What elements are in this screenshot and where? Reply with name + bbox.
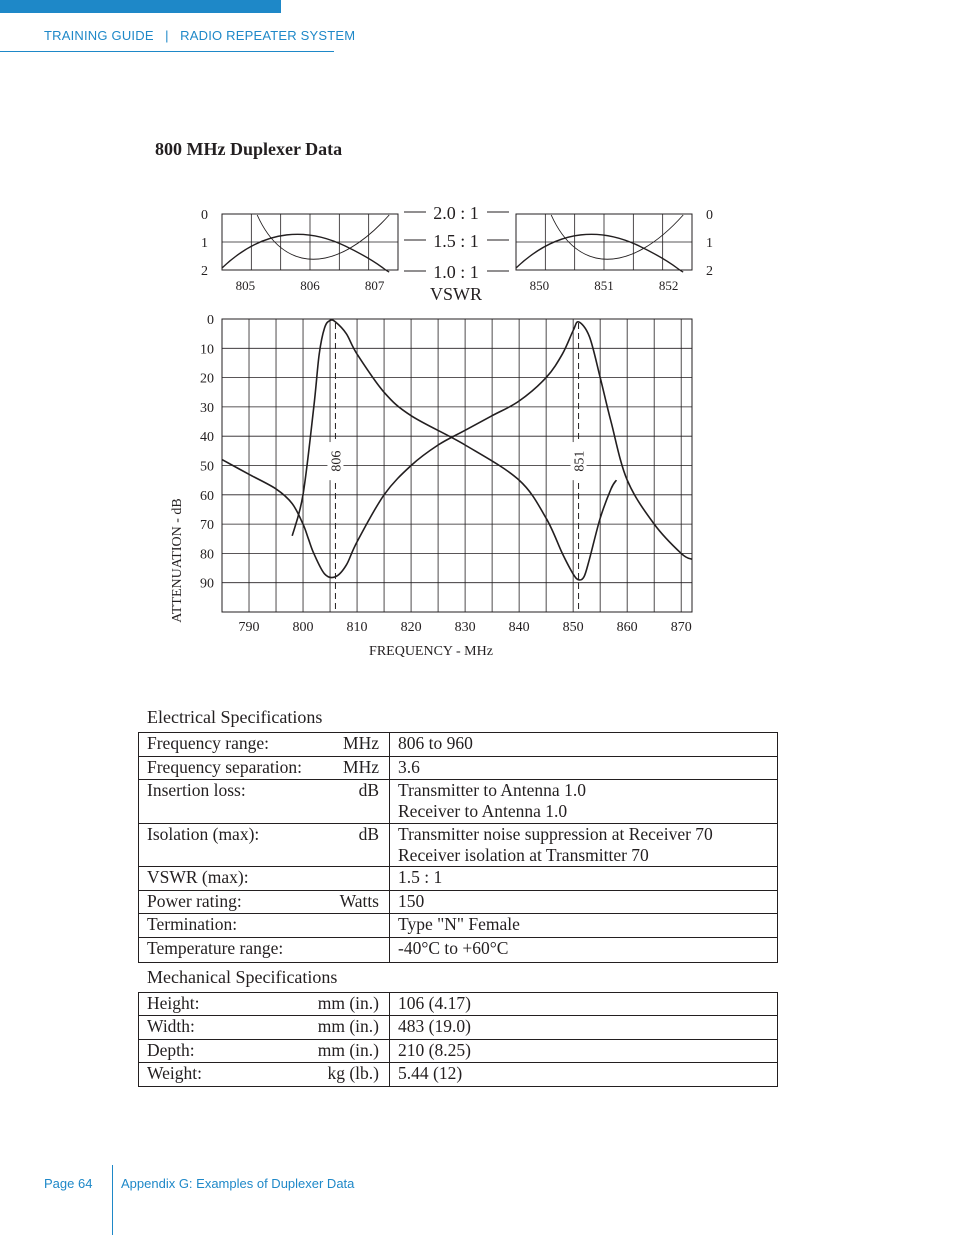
spec-label-cell (139, 938, 390, 963)
spec-value: Transmitter noise suppression at Receiver 70 (398, 824, 713, 844)
mechanical-row (139, 1040, 778, 1063)
vswr-left-x-label: 807 (364, 278, 385, 293)
spec-value: 150 (398, 891, 425, 911)
vswr-axis-title: VSWR (429, 284, 483, 304)
spec-value-cell (390, 938, 778, 963)
spec-label-cell (139, 733, 390, 757)
attenuation-curves (222, 320, 692, 580)
spec-label-cell (139, 1016, 390, 1040)
frequency-marker-label: 851 (572, 450, 588, 472)
spec-unit: mm (in.) (317, 1040, 379, 1060)
spec-value: 806 to 960 (398, 733, 473, 753)
figure-title: 800 MHz Duplexer Data (155, 139, 343, 159)
spec-value: Receiver to Antenna 1.0 (398, 801, 568, 821)
x-tick-label: 820 (400, 620, 422, 635)
spec-value-cell (390, 780, 778, 824)
spec-label-cell (139, 993, 390, 1016)
vswr-left-tick: 2 (201, 264, 208, 279)
spec-value-cell (390, 757, 778, 780)
spec-unit: MHz (343, 733, 379, 753)
spec-unit: mm (in.) (317, 1016, 379, 1036)
y-tick-label: 90 (200, 576, 214, 592)
top-accent-bar (0, 0, 281, 13)
x-tick-label: 860 (616, 620, 638, 635)
attenuation-labels (170, 313, 692, 659)
mechanical-row (139, 993, 778, 1016)
footer-rule (112, 1165, 113, 1235)
electrical-row (139, 824, 778, 867)
spec-label: Frequency range: (147, 733, 269, 753)
spec-label: Power rating: (147, 891, 242, 911)
spec-value-cell (390, 993, 778, 1016)
spec-value: 5.44 (12) (398, 1063, 463, 1083)
spec-label-cell (139, 867, 390, 891)
vswr-left-x-label: 805 (235, 278, 256, 293)
spec-label: VSWR (max): (147, 867, 249, 887)
x-tick-label: 870 (670, 620, 692, 635)
spec-unit: MHz (343, 757, 379, 777)
electrical-row (139, 757, 778, 780)
vswr-right-vswr-curve (516, 234, 683, 272)
spec-value: 1.5 : 1 (398, 867, 443, 887)
vswr-right-x-label: 851 (594, 278, 614, 293)
spec-value: Receiver isolation at Transmitter 70 (398, 845, 649, 865)
spec-label-cell (139, 914, 390, 938)
mechanical-row (139, 1016, 778, 1040)
running-header: TRAINING GUIDE | RADIO REPEATER SYSTEM (44, 28, 356, 43)
vswr-left-x-label: 806 (300, 278, 320, 293)
duplexer-chart (150, 195, 713, 665)
mechanical-spec-table (138, 992, 778, 1087)
spec-value-cell (390, 1016, 778, 1040)
electrical-row (139, 867, 778, 891)
x-tick-label: 790 (238, 620, 260, 635)
electrical-section-title: Electrical Specifications (147, 707, 323, 727)
spec-label-cell (139, 824, 390, 867)
spec-label-cell (139, 891, 390, 914)
vswr-right-x-label: 850 (529, 278, 550, 293)
vswr-scale (404, 203, 509, 304)
spec-value: 106 (4.17) (398, 993, 471, 1013)
electrical-spec-table (138, 732, 778, 963)
x-tick-label: 840 (508, 620, 530, 635)
spec-label: Width: (147, 1016, 195, 1036)
spec-value: 483 (19.0) (398, 1016, 471, 1036)
page-number: Page 64 (44, 1176, 93, 1191)
x-tick-label: 850 (562, 620, 584, 635)
vswr-left-panel (201, 208, 398, 293)
y-tick-label: 20 (200, 371, 214, 387)
spec-value: Transmitter to Antenna 1.0 (398, 780, 586, 800)
vswr-right-tick: 2 (706, 264, 713, 279)
spec-unit: Watts (339, 891, 379, 911)
spec-value-cell (390, 1063, 778, 1087)
spec-label: Termination: (147, 914, 238, 934)
x-axis-title: FREQUENCY - MHz (369, 644, 493, 659)
spec-label-cell (139, 757, 390, 780)
spec-value: 210 (8.25) (398, 1040, 471, 1060)
spec-value-cell (390, 1040, 778, 1063)
vswr-right-tick: 0 (706, 208, 713, 223)
vswr-right-x-label: 852 (658, 278, 679, 293)
spec-label: Depth: (147, 1040, 195, 1060)
spec-unit: mm (in.) (317, 993, 379, 1013)
spec-unit: dB (358, 824, 379, 844)
x-tick-label: 800 (292, 620, 314, 635)
x-tick-label: 830 (454, 620, 476, 635)
y-tick-label: 70 (200, 518, 214, 534)
vswr-scale-label: 2.0 : 1 (433, 203, 479, 223)
y-tick-label: 40 (200, 430, 214, 446)
electrical-row (139, 938, 778, 963)
footer-title: Appendix G: Examples of Duplexer Data (121, 1176, 355, 1191)
electrical-row (139, 733, 778, 757)
x-tick-label: 810 (346, 620, 368, 635)
mechanical-row (139, 1063, 778, 1087)
y-tick-label: 30 (200, 400, 214, 416)
mechanical-section-title: Mechanical Specifications (147, 967, 338, 987)
spec-unit: kg (lb.) (327, 1063, 379, 1083)
y-tick-label: 80 (200, 547, 214, 563)
spec-value-cell (390, 824, 778, 867)
attenuation-curve (222, 322, 692, 578)
spec-value-cell (390, 891, 778, 914)
spec-label-cell (139, 1040, 390, 1063)
spec-label-cell (139, 1063, 390, 1087)
spec-value-cell (390, 733, 778, 757)
spec-value-cell (390, 914, 778, 938)
spec-value: Type "N" Female (398, 914, 520, 934)
vswr-scale-label: 1.0 : 1 (433, 262, 479, 282)
spec-label: Height: (147, 993, 200, 1013)
y-tick-label: 50 (200, 459, 214, 475)
spec-label: Temperature range: (147, 938, 284, 958)
spec-value-cell (390, 867, 778, 891)
spec-label: Weight: (147, 1063, 202, 1083)
spec-label-cell (139, 780, 390, 824)
y-tick-label: 0 (207, 313, 214, 328)
y-axis-title: ATTENUATION - dB (170, 498, 185, 623)
spec-label: Insertion loss: (147, 780, 246, 800)
vswr-right-tick: 1 (706, 236, 713, 251)
frequency-marker-label: 806 (329, 450, 345, 472)
vswr-left-tick: 1 (201, 236, 208, 251)
vswr-scale-label: 1.5 : 1 (433, 231, 479, 251)
vswr-right-panel (516, 208, 713, 293)
spec-label: Isolation (max): (147, 824, 260, 844)
vswr-left-vswr-curve (222, 234, 389, 272)
y-tick-label: 10 (200, 342, 214, 358)
spec-value: -40°C to +60°C (398, 938, 509, 958)
electrical-row (139, 891, 778, 914)
spec-value: 3.6 (398, 757, 420, 777)
electrical-row (139, 914, 778, 938)
y-tick-label: 60 (200, 488, 214, 504)
electrical-row (139, 780, 778, 824)
vswr-left-tick: 0 (201, 208, 208, 223)
spec-label: Frequency separation: (147, 757, 303, 777)
spec-unit: dB (358, 780, 379, 800)
header-rule (0, 51, 334, 52)
